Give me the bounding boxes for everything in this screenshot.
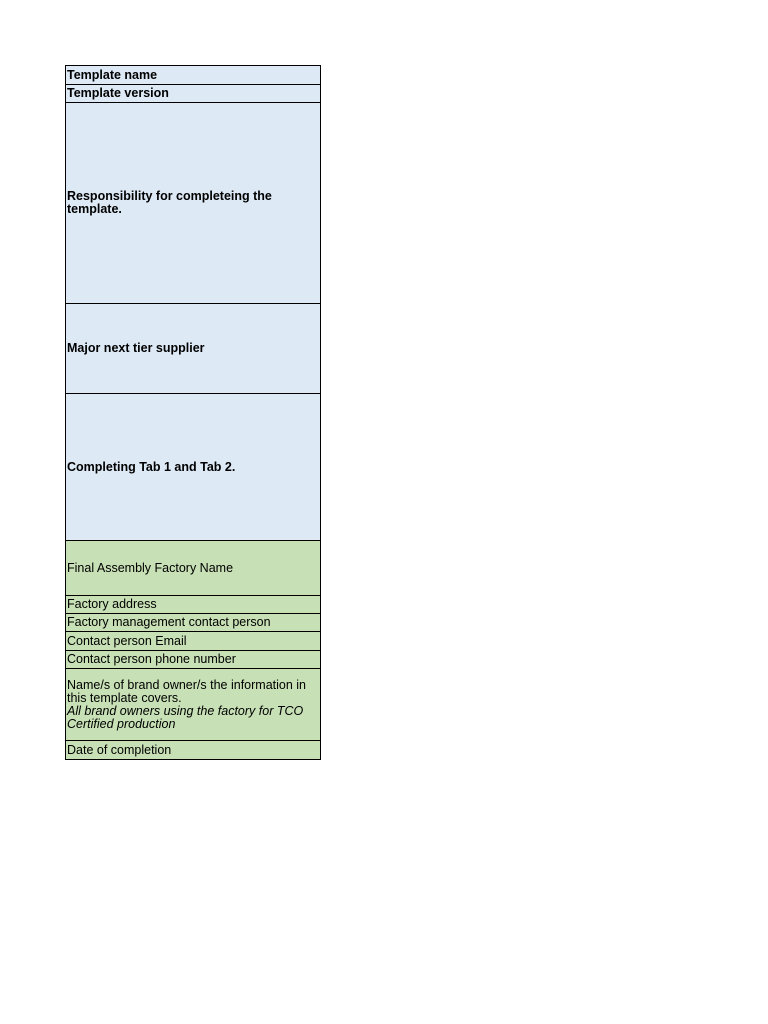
row-template-version <box>66 85 321 103</box>
row-date-of-completion <box>66 741 321 760</box>
brand-owners-note: All brand owners using the factory for TCO Certified production <box>67 703 304 731</box>
cell-template-version[interactable]: Template version <box>66 85 321 103</box>
cell-major-next-tier-supplier[interactable]: Major next tier supplier <box>66 304 321 394</box>
cell-factory-management-contact[interactable]: Factory management contact person <box>66 614 321 632</box>
row-contact-phone <box>66 651 321 669</box>
cell-brand-owners[interactable] <box>66 669 321 741</box>
cell-date-of-completion[interactable]: Date of completion <box>66 741 321 760</box>
row-major-next-tier-supplier <box>66 304 321 394</box>
row-factory-address <box>66 596 321 614</box>
cell-contact-email[interactable]: Contact person Email <box>66 632 321 651</box>
row-factory-management-contact <box>66 614 321 632</box>
row-contact-email <box>66 632 321 651</box>
row-responsibility <box>66 103 321 304</box>
cell-final-assembly-factory-name[interactable]: Final Assembly Factory Name <box>66 541 321 596</box>
cell-factory-address[interactable]: Factory address <box>66 596 321 614</box>
brand-owners-label: Name/s of brand owner/s the information in this template covers. <box>67 677 307 705</box>
row-final-assembly-factory-name <box>66 541 321 596</box>
row-brand-owners <box>66 669 321 741</box>
row-template-name <box>66 66 321 85</box>
cell-contact-phone[interactable]: Contact person phone number <box>66 651 321 669</box>
cell-responsibility[interactable]: Responsibility for completeing the template. <box>66 103 321 304</box>
row-completing-tabs <box>66 394 321 541</box>
template-info-table <box>65 65 321 760</box>
cell-template-name[interactable]: Template name <box>66 66 321 85</box>
cell-completing-tabs[interactable]: Completing Tab 1 and Tab 2. <box>66 394 321 541</box>
